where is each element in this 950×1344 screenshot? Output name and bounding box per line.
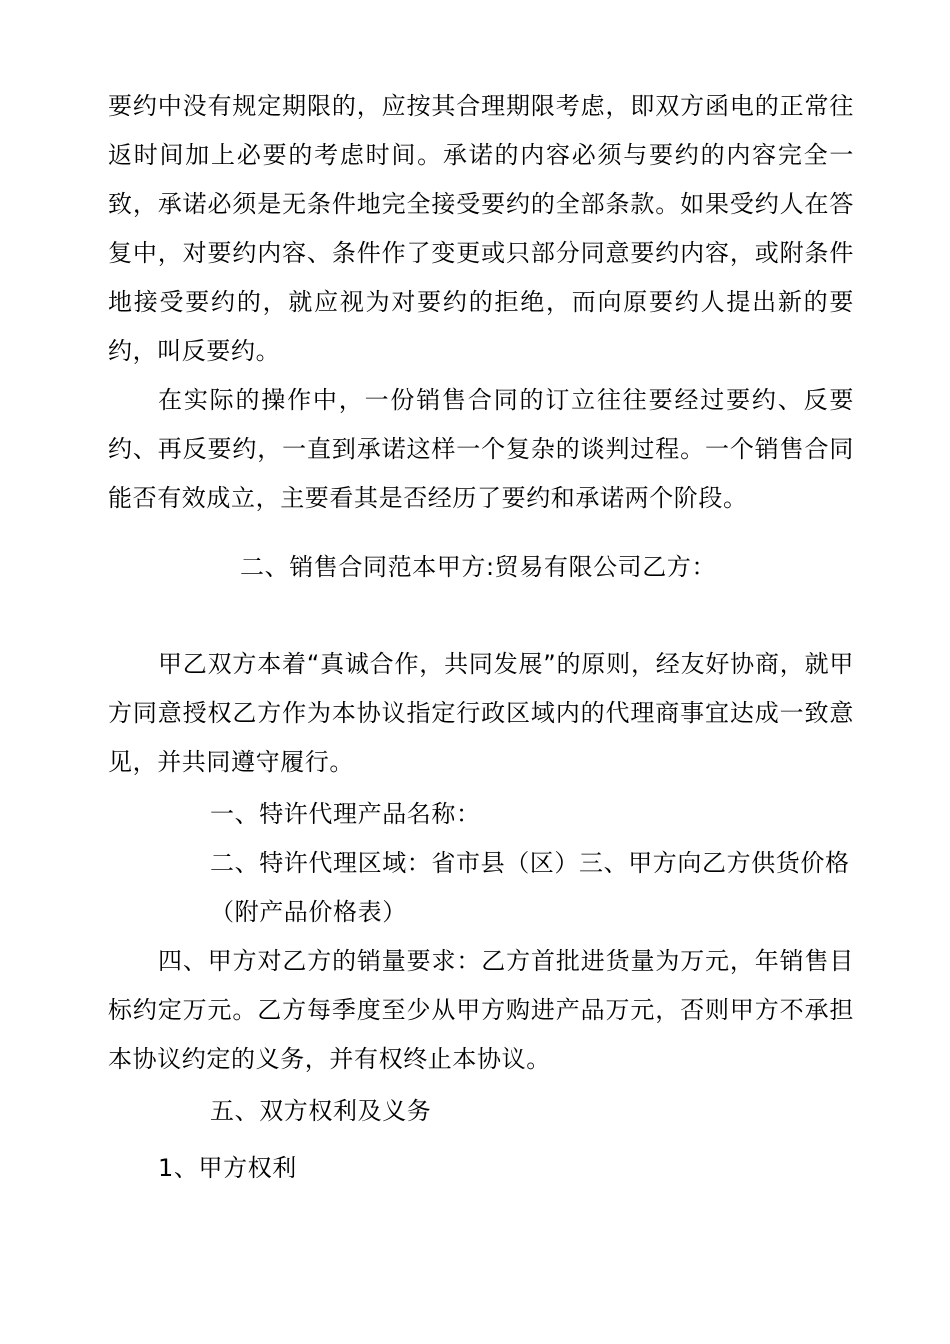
- item-sales-requirement: 四、甲方对乙方的销量要求：乙方首批进货量为万元，年销售目标约定万元。乙方每季度至少从甲方购进产品万元，否则甲方不承担本协议约定的义务，并有权终止本协议。: [108, 947, 854, 1073]
- paragraph-intro: 甲乙双方本着“真诚合作，共同发展”的原则，经友好协商，就甲方同意授权乙方作为本协议指定行政区域内的代理商事宜达成一致意见，并共同遵守履行。: [108, 650, 854, 776]
- item-product-name: 一、特许代理产品名称：: [210, 800, 481, 828]
- item-price-table-note: （附产品价格表）: [210, 898, 407, 926]
- paragraph-negotiation-process: 在实际的操作中，一份销售合同的订立往往要经过要约、反要约、再反要约，一直到承诺这样一个复杂的谈判过程。一个销售合同能否有效成立，主要看其是否经历了要约和承诺两个阶段。: [108, 386, 854, 512]
- sub-item-party-a-rights: 1、甲方权利: [158, 1154, 297, 1182]
- item-rights-obligations: 五、双方权利及义务: [210, 1097, 432, 1125]
- paragraph-offer-acceptance: 要约中没有规定期限的，应按其合理期限考虑，即双方函电的正常往返时间加上必要的考虑时间。承诺的内容必须与要约的内容完全一致，承诺必须是无条件地完全接受要约的全部条款。如果受约人在答复中，对要约内容、条件作了变更或只部分同意要约内容，或附条件地接受要约的，就应视为对要约的拒绝，而向原要约人提出新的要约，叫反要约。: [108, 92, 854, 365]
- item-agency-region: 二、特许代理区域：省市县（区）三、甲方向乙方供货价格: [210, 849, 850, 877]
- section-heading: 二、销售合同范本甲方:贸易有限公司乙方：: [240, 553, 717, 581]
